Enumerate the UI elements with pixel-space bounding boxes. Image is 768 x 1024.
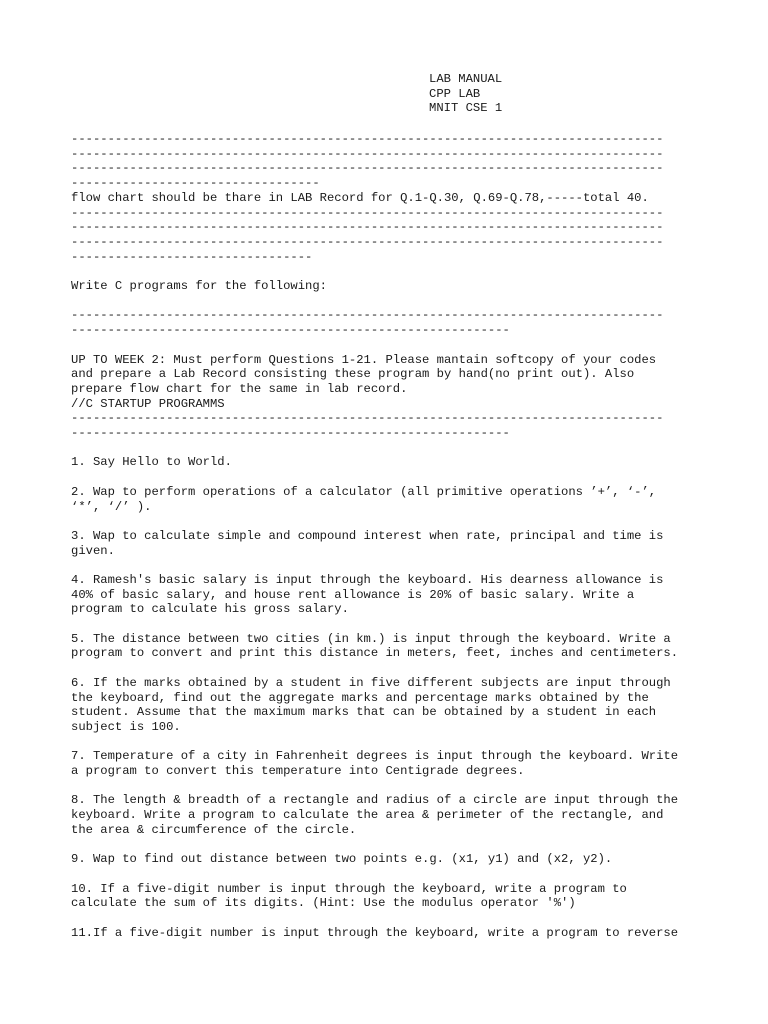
question-item: 9. Wap to find out distance between two points e.g. (x1, y1) and (x2, y2). xyxy=(71,852,613,867)
separator-line: ------------------------------------------------------------ xyxy=(71,426,510,441)
week-instructions: UP TO WEEK 2: Must perform Questions 1-21. Please mantain softcopy of your codes and prepare a Lab Record consisting these program by hand(no print out). Also prepare flow chart for the same in lab record. //C STARTUP PROGRAMMS xyxy=(71,352,657,411)
header-title: LAB MANUAL xyxy=(429,72,503,86)
flow-chart-note: flow chart should be thare in LAB Record for Q.1-Q.30, Q.69-Q.78,-----total 40. xyxy=(71,190,649,205)
question-item: 11.If a five-digit number is input through the keyboard, write a program to reverse xyxy=(71,925,679,940)
question-item: 2. Wap to perform operations of a calculator (all primitive operations ’+’, ‘-’, ‘*’, ‘/’ ). xyxy=(71,484,657,514)
question-item: 4. Ramesh's basic salary is input through the keyboard. His dearness allowance is 40% of basic salary, and house rent allowance is 20% of basic salary. Write a program to calculate his gross salary. xyxy=(71,572,664,617)
separator-line: ---------------------------------- xyxy=(71,176,320,191)
separator-line: --------------------------------------------------------------------------------- xyxy=(71,146,664,161)
question-item: 5. The distance between two cities (in km.) is input through the keyboard. Write a program to convert and print this distance in meters, feet, inches and centimeters. xyxy=(71,631,679,661)
question-item: 10. If a five-digit number is input through the keyboard, write a program to calculate the sum of its digits. (Hint: Use the modulus operator '%') xyxy=(71,881,627,911)
question-item: 7. Temperature of a city in Fahrenheit degrees is input through the keyboard. Write a program to convert this temperature into Centigrade degrees. xyxy=(71,749,679,779)
separator-line: --------------------------------------------------------------------------------- xyxy=(71,220,664,235)
separator-line: --------------------------------------------------------------------------------- xyxy=(71,234,664,249)
separator-line: --------------------------------- xyxy=(71,249,313,264)
question-item: 1. Say Hello to World. xyxy=(71,455,232,470)
document-body xyxy=(71,132,701,940)
document-header xyxy=(429,72,502,116)
question-item: 6. If the marks obtained by a student in five different subjects are input through the keyboard, find out the aggregate marks and percentage marks obtained by the student. Assume that the maximum marks that can be obtained by a student in each subject is 100. xyxy=(71,675,671,734)
separator-line: --------------------------------------------------------------------------------- xyxy=(71,161,664,176)
intro-text: Write C programs for the following: xyxy=(71,279,327,294)
separator-line: --------------------------------------------------------------------------------- xyxy=(71,308,664,323)
header-class: MNIT CSE 1 xyxy=(429,101,503,116)
header-course: CPP LAB xyxy=(429,86,481,101)
separator-line: --------------------------------------------------------------------------------- xyxy=(71,205,664,220)
separator-line: --------------------------------------------------------------------------------- xyxy=(71,132,664,146)
separator-line: ------------------------------------------------------------ xyxy=(71,323,510,338)
question-item: 8. The length & breadth of a rectangle and radius of a circle are input through the keyboard. Write a program to calculate the area & perimeter of the rectangle, and the area & circumference of the circle. xyxy=(71,793,679,837)
question-item: 3. Wap to calculate simple and compound interest when rate, principal and time is given. xyxy=(71,528,664,558)
separator-line: --------------------------------------------------------------------------------- xyxy=(71,411,664,426)
